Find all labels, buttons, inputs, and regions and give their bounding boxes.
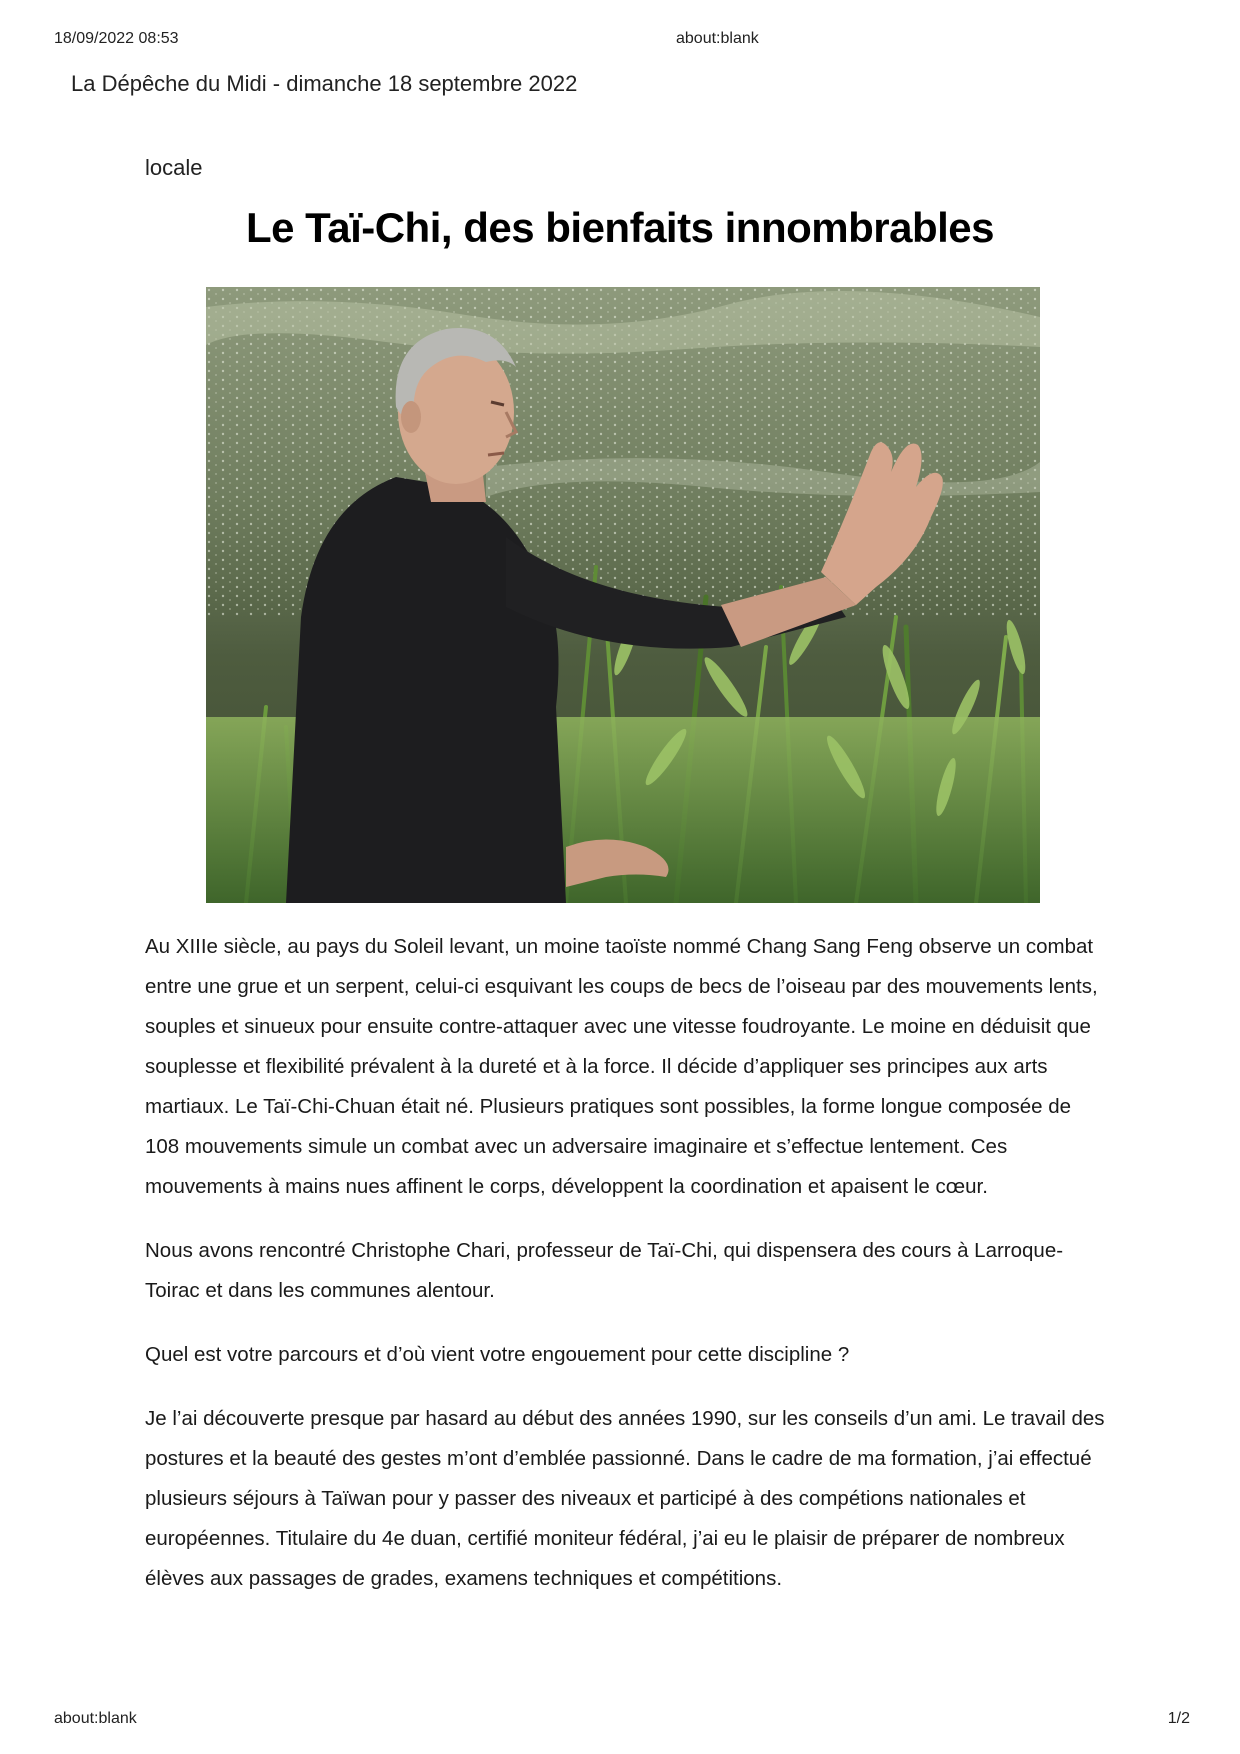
paragraph-answer: Je l’ai découverte presque par hasard au début des années 1990, sur les conseils d’un ami. Le travail des postures et la beauté des gestes m’ont d’emblée passionné. Dans le cadre de ma formation, j’ai effectué plusieurs séjours à Taïwan pour y passer des niveaux et participé à des compétions nationales et européennes. Titulaire du 4e duan, certifié moniteur fédéral, j’ai eu le plaisir de préparer de nombreux élèves aux passages de grades, examens techniques et compétitions. bbox=[145, 1407, 1105, 1590]
print-datetime: 18/09/2022 08:53 bbox=[54, 30, 179, 47]
article-title: Le Taï-Chi, des bienfaits innombrables bbox=[245, 204, 994, 251]
print-url: about:blank bbox=[676, 30, 759, 47]
article-photo bbox=[206, 287, 1040, 903]
paragraph-intro: Au XIIIe siècle, au pays du Soleil levant, un moine taoïste nommé Chang Sang Feng observe un combat entre une grue et un serpent, celui-ci esquivant les coups de becs de l’oiseau par des mouvements lents, souples et sinueux pour ensuite contre-attaquer avec une vitesse foudroyante. Le moine en déduisit que souplesse et flexibilité prévalent à la dureté et à la force. Il décide d’appliquer ses principes aux arts martiaux. Le Taï-Chi-Chuan était né. Plusieurs pratiques sont possibles, la forme longue composée de 108 mouvements simule un combat avec un adversaire imaginaire et s’effectue lentement. Ces mouvements à mains nues affinent le corps, développent la coordination et apaisent le cœur. bbox=[145, 935, 1098, 1198]
footer-page-number: 1/2 bbox=[1167, 1710, 1190, 1727]
article-body bbox=[145, 927, 1105, 1623]
footer-url: about:blank bbox=[54, 1710, 137, 1727]
publication-line: La Dépêche du Midi - dimanche 18 septembre 2022 bbox=[71, 71, 578, 96]
section-label: locale bbox=[145, 155, 203, 180]
paragraph-meeting: Nous avons rencontré Christophe Chari, professeur de Taï-Chi, qui dispensera des cours à Larroque-Toirac et dans les communes alentour. bbox=[145, 1239, 1064, 1302]
paragraph-question: Quel est votre parcours et d’où vient votre engouement pour cette discipline ? bbox=[145, 1343, 850, 1366]
